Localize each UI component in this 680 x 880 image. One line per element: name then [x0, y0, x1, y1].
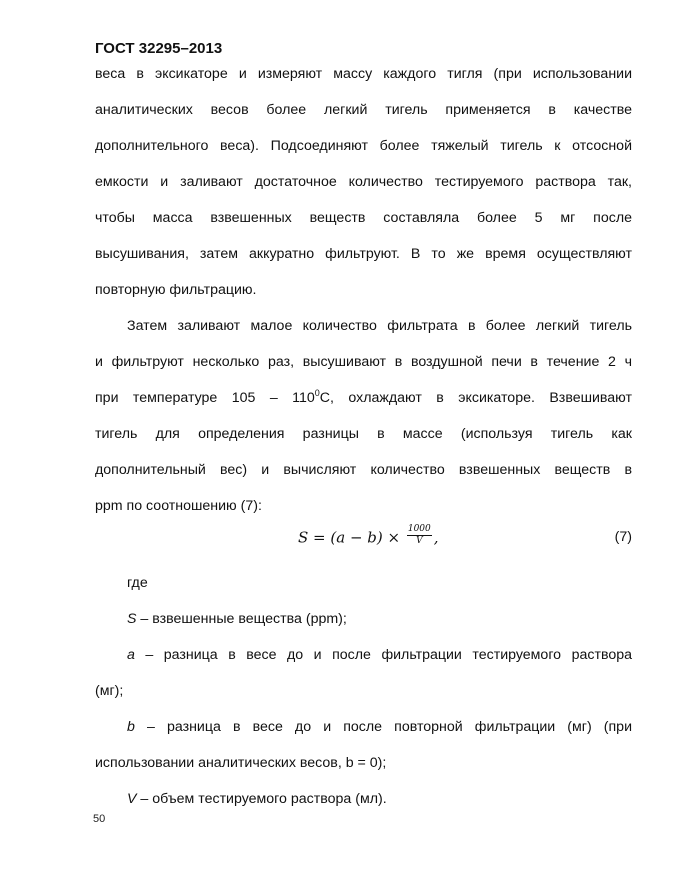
- symbol-b: b: [127, 719, 135, 735]
- text-line: емкости и заливают достаточное количество тестируемого раствора так,: [95, 174, 632, 190]
- text-line: аналитических весов более легкий тигель применяется в качестве: [95, 102, 632, 118]
- definition-text: – объем тестируемого раствора (мл).: [136, 791, 387, 807]
- text-line: повторную фильтрацию.: [95, 282, 257, 298]
- symbol-a: a: [127, 647, 135, 663]
- formula-expression: [298, 524, 439, 550]
- text-fragment: при температуре 105 – 110: [95, 390, 315, 406]
- fraction-numerator: 1000: [407, 524, 431, 534]
- text-line: высушивания, затем аккуратно фильтруют. В то же время осуществляют: [95, 246, 632, 262]
- definition-text: – взвешенные вещества (ppm);: [136, 611, 347, 627]
- definition-s: [95, 601, 632, 637]
- text-fragment: C, охлаждают в эксикаторе. Взвешивают: [319, 390, 632, 406]
- definition-a: [95, 637, 632, 673]
- symbol-v: V: [127, 791, 137, 807]
- formula-fraction: [407, 524, 432, 547]
- paragraph-1: [95, 56, 632, 308]
- text-line: дополнительного веса). Подсоединяют более тяжелый тигель к отсосной: [95, 138, 632, 154]
- formula-tail: ,: [433, 528, 439, 547]
- page-number: 50: [93, 813, 106, 825]
- formula-7: [95, 525, 632, 561]
- text-line: ppm по соотношению (7):: [95, 498, 262, 514]
- text-line: дополнительный вес) и вычисляют количество взвешенных веществ в: [95, 462, 632, 478]
- degree-superscript: 0: [314, 388, 320, 398]
- text-line: чтобы масса взвешенных веществ составляла более 5 мг после: [95, 210, 632, 226]
- text-line: и фильтруют несколько раз, высушивают в воздушной печи в течение 2 ч: [95, 354, 632, 370]
- formula-lhs: S = (a − b) ×: [298, 528, 401, 547]
- formula-number: (7): [614, 529, 632, 545]
- where-label: где: [127, 575, 148, 591]
- text-line: веса в эксикаторе и измеряют массу каждого тигля (при использовании: [95, 66, 632, 82]
- definition-text: – разница в весе до и после фильтрации тестируемого раствора: [134, 647, 632, 663]
- definition-b: [95, 709, 632, 745]
- fraction-denominator: V: [416, 536, 423, 546]
- variable-definitions: [95, 565, 632, 817]
- standard-header: ГОСТ 32295–2013: [95, 40, 223, 57]
- text-line: Затем заливают малое количество фильтрата в более легкий тигель: [127, 318, 632, 334]
- definition-text: – разница в весе до и после повторной фильтрации (мг) (при: [134, 719, 632, 735]
- symbol-s: S: [127, 611, 137, 627]
- definition-b-continued: использовании аналитических весов, b = 0);: [95, 755, 387, 771]
- text-line-with-superscript: [95, 380, 632, 416]
- definition-v: [95, 781, 632, 817]
- text-line: тигель для определения разницы в массе (используя тигель как: [95, 426, 632, 442]
- paragraph-2: [95, 308, 632, 524]
- definition-a-continued: (мг);: [95, 683, 124, 699]
